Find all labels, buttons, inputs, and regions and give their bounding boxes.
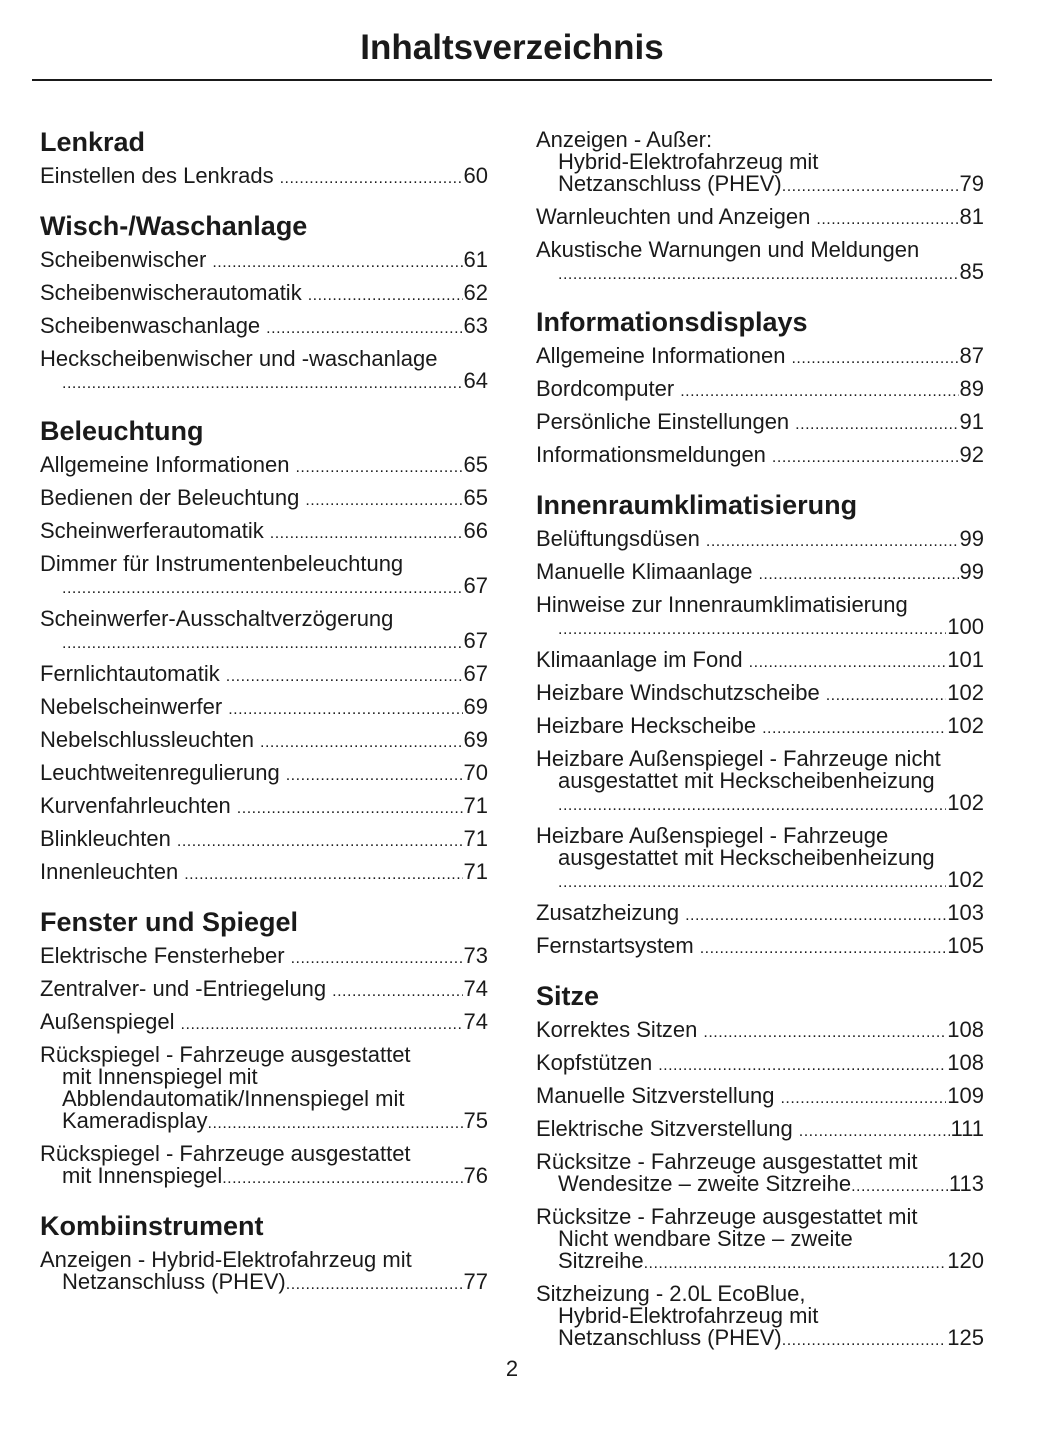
dot-leader <box>228 699 462 721</box>
toc-entry-line <box>536 561 984 586</box>
toc-entry-title: Heizbare Außenspiegel - Fahrzeuge nicht <box>536 746 941 771</box>
toc-entry-line <box>40 630 488 655</box>
dot-leader <box>237 798 463 820</box>
toc-entry[interactable] <box>536 935 984 960</box>
toc-page-number: 79 <box>959 171 984 196</box>
toc-entry-title: Allgemeine Informationen <box>40 452 290 477</box>
toc-entry-line <box>536 1019 984 1044</box>
dot-leader <box>658 1055 946 1077</box>
toc-entry-title: Netzanschluss (PHEV) <box>62 1269 286 1294</box>
toc-entry[interactable] <box>40 608 488 655</box>
toc-entry-title: Heizbare Windschutzscheibe <box>536 680 820 705</box>
dot-leader <box>644 1253 947 1275</box>
toc-entry[interactable] <box>40 454 488 479</box>
toc-entry-title: Belüftungsdüsen <box>536 526 700 551</box>
toc-entry[interactable] <box>536 528 984 553</box>
toc-entry-line <box>536 869 984 894</box>
dot-leader <box>680 381 958 403</box>
toc-page-number: 99 <box>959 559 984 584</box>
toc-entry[interactable] <box>40 945 488 970</box>
toc-entry-title: mit Innenspiegel <box>62 1163 223 1188</box>
toc-entry[interactable] <box>40 1011 488 1036</box>
dot-leader <box>816 209 958 231</box>
dot-leader <box>184 864 462 886</box>
toc-entry-line <box>536 594 984 616</box>
dot-leader <box>291 948 463 970</box>
dot-leader <box>266 318 462 340</box>
section-heading: Sitze <box>536 981 600 1011</box>
toc-entry-title: Korrektes Sitzen <box>536 1017 698 1042</box>
toc-entry-title: Hybrid-Elektrofahrzeug mit <box>558 149 819 174</box>
toc-page-number: 69 <box>463 694 488 719</box>
toc-entry-title: Einstellen des Lenkrads <box>40 163 274 188</box>
toc-entry-title: ausgestattet mit Heckscheibenheizung <box>558 845 935 870</box>
toc-entry-title: Zentralver- und -Entriegelung <box>40 976 327 1001</box>
toc-entry[interactable] <box>40 828 488 853</box>
toc-entry-title: Akustische Warnungen und Meldungen <box>536 237 920 262</box>
toc-entry-title: Scheibenwischerautomatik <box>40 280 302 305</box>
toc-entry-title: ausgestattet mit Heckscheibenheizung <box>558 768 935 793</box>
toc-entry-line <box>40 1165 488 1190</box>
toc-entry-line <box>40 1110 488 1135</box>
dot-leader <box>703 1022 946 1044</box>
toc-page-number: 71 <box>463 793 488 818</box>
toc-page-number: 67 <box>463 661 488 686</box>
toc-entry-line <box>536 1283 984 1305</box>
toc-entry-title: Netzanschluss (PHEV) <box>558 1325 782 1350</box>
toc-page-number: 103 <box>947 900 984 925</box>
toc-entry-line <box>40 1066 488 1088</box>
toc-entry[interactable] <box>536 1151 984 1198</box>
toc-entry-line <box>536 1206 984 1228</box>
toc-entry-title: Blinkleuchten <box>40 826 171 851</box>
toc-entry[interactable] <box>40 861 488 886</box>
dot-leader <box>772 447 959 469</box>
toc-entry-title: Kopfstützen <box>536 1050 653 1075</box>
toc-entry-title: Scheibenwaschanlage <box>40 313 261 338</box>
dot-leader <box>685 905 946 927</box>
toc-entry-line <box>536 1052 984 1077</box>
toc-entry-line <box>40 249 488 274</box>
dot-leader <box>780 1088 946 1110</box>
toc-entry[interactable] <box>40 762 488 787</box>
toc-entry[interactable] <box>40 282 488 307</box>
toc-page-number: 102 <box>947 867 984 892</box>
toc-entry-title: Dimmer für Instrumentenbeleuchtung <box>40 551 404 576</box>
dot-leader <box>851 1176 948 1198</box>
toc-page-number: 64 <box>463 368 488 393</box>
toc-page-number: 62 <box>463 280 488 305</box>
section-heading: Kombiinstrument <box>40 1211 264 1241</box>
toc-entry-title: Hinweise zur Innenraumklimatisierung <box>536 592 908 617</box>
dot-leader <box>286 765 463 787</box>
toc-entry-title: Kurvenfahrleuchten <box>40 793 231 818</box>
toc-page-number: 99 <box>959 526 984 551</box>
page-title: Inhaltsverzeichnis <box>360 28 664 67</box>
toc-entry-line <box>536 902 984 927</box>
page-number: 2 <box>505 1356 519 1381</box>
toc-entry-line <box>536 151 984 173</box>
toc-entry-title: Klimaanlage im Fond <box>536 647 743 672</box>
toc-entry-line <box>40 978 488 1003</box>
dot-leader <box>222 1168 462 1190</box>
section-heading: Wisch-/Waschanlage <box>40 211 308 241</box>
dot-leader <box>208 1113 463 1135</box>
toc-entry-title: Bordcomputer <box>536 376 675 401</box>
toc-page-number: 74 <box>463 976 488 1001</box>
toc-entry-line <box>536 748 984 770</box>
toc-column-right <box>536 129 984 1360</box>
toc-entry-line <box>536 444 984 469</box>
toc-entry-title: Bedienen der Beleuchtung <box>40 485 300 510</box>
toc-entry-line <box>536 411 984 436</box>
toc-entry-line <box>40 762 488 787</box>
dot-leader <box>706 531 959 553</box>
dot-leader <box>305 490 462 512</box>
toc-entry[interactable] <box>40 165 488 190</box>
dot-leader <box>558 619 946 641</box>
toc-page-number: 60 <box>463 163 488 188</box>
toc-entry-line <box>536 682 984 707</box>
toc-entry[interactable] <box>536 748 984 817</box>
toc-entry-line <box>536 935 984 960</box>
toc-entry[interactable] <box>536 715 984 740</box>
toc-entry-title: Fernstartsystem <box>536 933 694 958</box>
toc-entry[interactable] <box>536 1019 984 1044</box>
toc-entry[interactable] <box>40 315 488 340</box>
toc-entry-line <box>40 1249 488 1271</box>
toc-page-number: 71 <box>463 826 488 851</box>
toc-page-number: 61 <box>463 247 488 272</box>
toc-entry[interactable] <box>536 1118 984 1143</box>
toc-entry-title: Sitzreihe <box>558 1248 644 1273</box>
toc-entry-line <box>536 239 984 261</box>
toc-page-number: 81 <box>959 204 984 229</box>
toc-page-number: 67 <box>463 628 488 653</box>
toc-entry-line <box>40 696 488 721</box>
toc-entry-title: Informationsmeldungen <box>536 442 766 467</box>
toc-entry-title: Anzeigen - Hybrid-Elektrofahrzeug mit <box>40 1247 412 1272</box>
toc-entry-line <box>40 282 488 307</box>
toc-page-number: 125 <box>947 1325 984 1350</box>
toc-page-number: 69 <box>463 727 488 752</box>
toc-entry[interactable] <box>40 487 488 512</box>
toc-page-number: 108 <box>947 1017 984 1042</box>
toc-entry-line <box>40 945 488 970</box>
toc-page-number: 102 <box>947 713 984 738</box>
toc-entry[interactable] <box>536 649 984 674</box>
toc-entry-line <box>40 1143 488 1165</box>
toc-entry[interactable] <box>40 663 488 688</box>
toc-page-number: 113 <box>948 1171 984 1196</box>
toc-page-number: 77 <box>463 1269 488 1294</box>
toc-entry-line <box>536 129 984 151</box>
toc-entry-line <box>40 861 488 886</box>
toc-entry-title: Anzeigen - Außer: <box>536 127 713 152</box>
toc-entry-title: Nebelschlussleuchten <box>40 727 255 752</box>
toc-entry-title: Rückspiegel - Fahrzeuge ausgestattet <box>40 1042 411 1067</box>
toc-entry[interactable] <box>40 249 488 274</box>
toc-entry-line <box>40 828 488 853</box>
toc-entry-line <box>536 1250 984 1275</box>
toc-entry[interactable] <box>40 1143 488 1190</box>
toc-entry-line <box>40 1271 488 1296</box>
toc-entry[interactable] <box>40 1044 488 1135</box>
dot-leader <box>260 732 462 754</box>
toc-entry[interactable] <box>536 411 984 436</box>
toc-entry-line <box>536 616 984 641</box>
toc-entry-line <box>536 715 984 740</box>
toc-entry-title: Manuelle Sitzverstellung <box>536 1083 775 1108</box>
toc-page-number: 65 <box>463 452 488 477</box>
dot-leader <box>700 938 947 960</box>
toc-page-number: 85 <box>959 259 984 284</box>
toc-entry-line <box>40 370 488 395</box>
toc-entry[interactable] <box>536 239 984 286</box>
toc-page-number: 101 <box>947 647 984 672</box>
dot-leader <box>791 348 958 370</box>
toc-page-number: 120 <box>947 1248 984 1273</box>
dot-leader <box>558 872 946 894</box>
toc-entry-line <box>40 575 488 600</box>
toc-entry-title: Allgemeine Informationen <box>536 343 786 368</box>
toc-entry-line <box>40 795 488 820</box>
toc-page-number: 108 <box>947 1050 984 1075</box>
toc-entry-title: Scheinwerfer-Ausschaltverzögerung <box>40 606 394 631</box>
toc-page-number: 105 <box>947 933 984 958</box>
toc-entry-line <box>40 315 488 340</box>
dot-leader <box>782 176 959 198</box>
toc-entry-line <box>536 261 984 286</box>
dot-leader <box>782 1330 947 1352</box>
toc-entry-title: Manuelle Klimaanlage <box>536 559 753 584</box>
toc-entry-title: Warnleuchten und Anzeigen <box>536 204 811 229</box>
toc-page-number: 92 <box>959 442 984 467</box>
dot-leader <box>758 564 958 586</box>
toc-page-number: 73 <box>463 943 488 968</box>
toc-entry-line <box>40 1088 488 1110</box>
dot-leader <box>799 1121 950 1143</box>
toc-entry[interactable] <box>536 129 984 198</box>
toc-entry-title: Elektrische Sitzverstellung <box>536 1116 793 1141</box>
toc-entry-title: Elektrische Fensterheber <box>40 943 285 968</box>
dot-leader <box>795 414 958 436</box>
dot-leader <box>558 264 959 286</box>
toc-entry[interactable] <box>536 1052 984 1077</box>
toc-page-number: 87 <box>959 343 984 368</box>
dot-leader <box>62 373 463 395</box>
toc-entry-title: Abblendautomatik/Innenspiegel mit <box>62 1086 405 1111</box>
toc-entry-line <box>536 1228 984 1250</box>
toc-entry-title: Nicht wendbare Sitze – zweite <box>558 1226 853 1251</box>
toc-page-number: 71 <box>463 859 488 884</box>
toc-entry-title: Rücksitze - Fahrzeuge ausgestattet mit <box>536 1149 918 1174</box>
dot-leader <box>295 457 462 479</box>
toc-entry-line <box>40 487 488 512</box>
toc-entry-title: Heizbare Heckscheibe <box>536 713 757 738</box>
toc-entry[interactable] <box>536 594 984 641</box>
dot-leader <box>286 1274 463 1296</box>
toc-entry[interactable] <box>40 978 488 1003</box>
dot-leader <box>558 795 946 817</box>
toc-entry-line <box>536 206 984 231</box>
toc-entry[interactable] <box>536 444 984 469</box>
toc-entry[interactable] <box>536 561 984 586</box>
toc-entry-line <box>40 348 488 370</box>
toc-page-number: 70 <box>463 760 488 785</box>
toc-entry[interactable] <box>536 902 984 927</box>
toc-entry-line <box>40 165 488 190</box>
dot-leader <box>270 523 463 545</box>
toc-page-number: 100 <box>947 614 984 639</box>
toc-entry-line <box>536 345 984 370</box>
dot-leader <box>826 685 947 707</box>
toc-page-number: 89 <box>959 376 984 401</box>
toc-entry-line <box>40 729 488 754</box>
toc-page-number: 75 <box>463 1108 488 1133</box>
toc-entry-title: Kameradisplay <box>62 1108 208 1133</box>
toc-page-number: 102 <box>947 680 984 705</box>
dot-leader <box>212 252 462 274</box>
toc-entry[interactable] <box>40 520 488 545</box>
toc-entry[interactable] <box>536 682 984 707</box>
toc-entry-title: Außenspiegel <box>40 1009 175 1034</box>
toc-entry-title: Sitzheizung - 2.0L EcoBlue, <box>536 1281 806 1306</box>
dot-leader <box>280 168 463 190</box>
toc-entry-title: Rücksitze - Fahrzeuge ausgestattet mit <box>536 1204 918 1229</box>
toc-entry[interactable] <box>40 696 488 721</box>
toc-entry-line <box>40 1044 488 1066</box>
dot-leader <box>177 831 463 853</box>
dot-leader <box>181 1014 463 1036</box>
toc-entry-line <box>536 1305 984 1327</box>
toc-entry[interactable] <box>536 1283 984 1352</box>
toc-entry[interactable] <box>536 1206 984 1275</box>
toc-entry-title: Hybrid-Elektrofahrzeug mit <box>558 1303 819 1328</box>
dot-leader <box>308 285 463 307</box>
toc-page-number: 76 <box>463 1163 488 1188</box>
toc-entry-title: Scheibenwischer <box>40 247 207 272</box>
toc-entry[interactable] <box>536 345 984 370</box>
toc-entry[interactable] <box>40 553 488 600</box>
toc-page-number: 74 <box>463 1009 488 1034</box>
toc-entry-line <box>536 847 984 869</box>
toc-page-number: 91 <box>959 409 984 434</box>
toc-entry-line <box>536 649 984 674</box>
toc-entry-title: Persönliche Einstellungen <box>536 409 790 434</box>
toc-page-number: 111 <box>950 1116 984 1141</box>
toc-entry[interactable] <box>536 378 984 403</box>
toc-entry[interactable] <box>40 348 488 395</box>
dot-leader <box>762 718 946 740</box>
dot-leader <box>332 981 462 1003</box>
toc-entry-line <box>536 792 984 817</box>
toc-entry-title: Fernlichtautomatik <box>40 661 220 686</box>
dot-leader <box>749 652 947 674</box>
toc-entry-line <box>536 1173 984 1198</box>
toc-entry[interactable] <box>40 729 488 754</box>
toc-entry-line <box>40 553 488 575</box>
toc-entry-line <box>40 1011 488 1036</box>
toc-entry-line <box>536 1085 984 1110</box>
toc-entry-title: Innenleuchten <box>40 859 179 884</box>
toc-entry-title: Wendesitze – zweite Sitzreihe <box>558 1171 852 1196</box>
toc-page-number: 66 <box>463 518 488 543</box>
toc-entry-line <box>536 528 984 553</box>
toc-page-number: 65 <box>463 485 488 510</box>
toc-entry-title: Scheinwerferautomatik <box>40 518 264 543</box>
toc-entry-line <box>536 770 984 792</box>
toc-entry-title: Heckscheibenwischer und -waschanlage <box>40 346 438 371</box>
toc-entry-title: Zusatzheizung <box>536 900 680 925</box>
section-heading: Fenster und Spiegel <box>40 907 299 937</box>
toc-entry-line <box>40 454 488 479</box>
toc-entry-title: Leuchtweitenregulierung <box>40 760 280 785</box>
toc-entry-title: Heizbare Außenspiegel - Fahrzeuge <box>536 823 889 848</box>
toc-page-number: 102 <box>947 790 984 815</box>
dot-leader <box>62 578 463 600</box>
toc-entry-line <box>536 1151 984 1173</box>
toc-entry-line <box>536 1118 984 1143</box>
section-heading: Beleuchtung <box>40 416 204 446</box>
toc-entry-line <box>536 173 984 198</box>
toc-entry[interactable] <box>40 1249 488 1296</box>
toc-entry-title: mit Innenspiegel mit <box>62 1064 258 1089</box>
section-heading: Informationsdisplays <box>536 307 808 337</box>
toc-page-number: 109 <box>947 1083 984 1108</box>
toc-entry-line <box>536 825 984 847</box>
toc-page-number: 67 <box>463 573 488 598</box>
toc-entry-title: Rückspiegel - Fahrzeuge ausgestattet <box>40 1141 411 1166</box>
toc-entry-line <box>40 663 488 688</box>
dot-leader <box>226 666 463 688</box>
toc-column-left <box>40 125 488 1304</box>
section-heading: Innenraumklimatisierung <box>536 490 858 520</box>
toc-entry[interactable] <box>40 795 488 820</box>
toc-page-number: 63 <box>463 313 488 338</box>
toc-entry[interactable] <box>536 206 984 231</box>
toc-entry-line <box>40 608 488 630</box>
toc-entry-title: Nebelscheinwerfer <box>40 694 223 719</box>
title-divider <box>32 79 992 81</box>
toc-entry-line <box>40 520 488 545</box>
toc-entry[interactable] <box>536 825 984 894</box>
toc-entry-line <box>536 378 984 403</box>
toc-entry[interactable] <box>536 1085 984 1110</box>
section-heading: Lenkrad <box>40 127 146 157</box>
toc-entry-line <box>536 1327 984 1352</box>
dot-leader <box>62 633 463 655</box>
toc-entry-title: Netzanschluss (PHEV) <box>558 171 782 196</box>
